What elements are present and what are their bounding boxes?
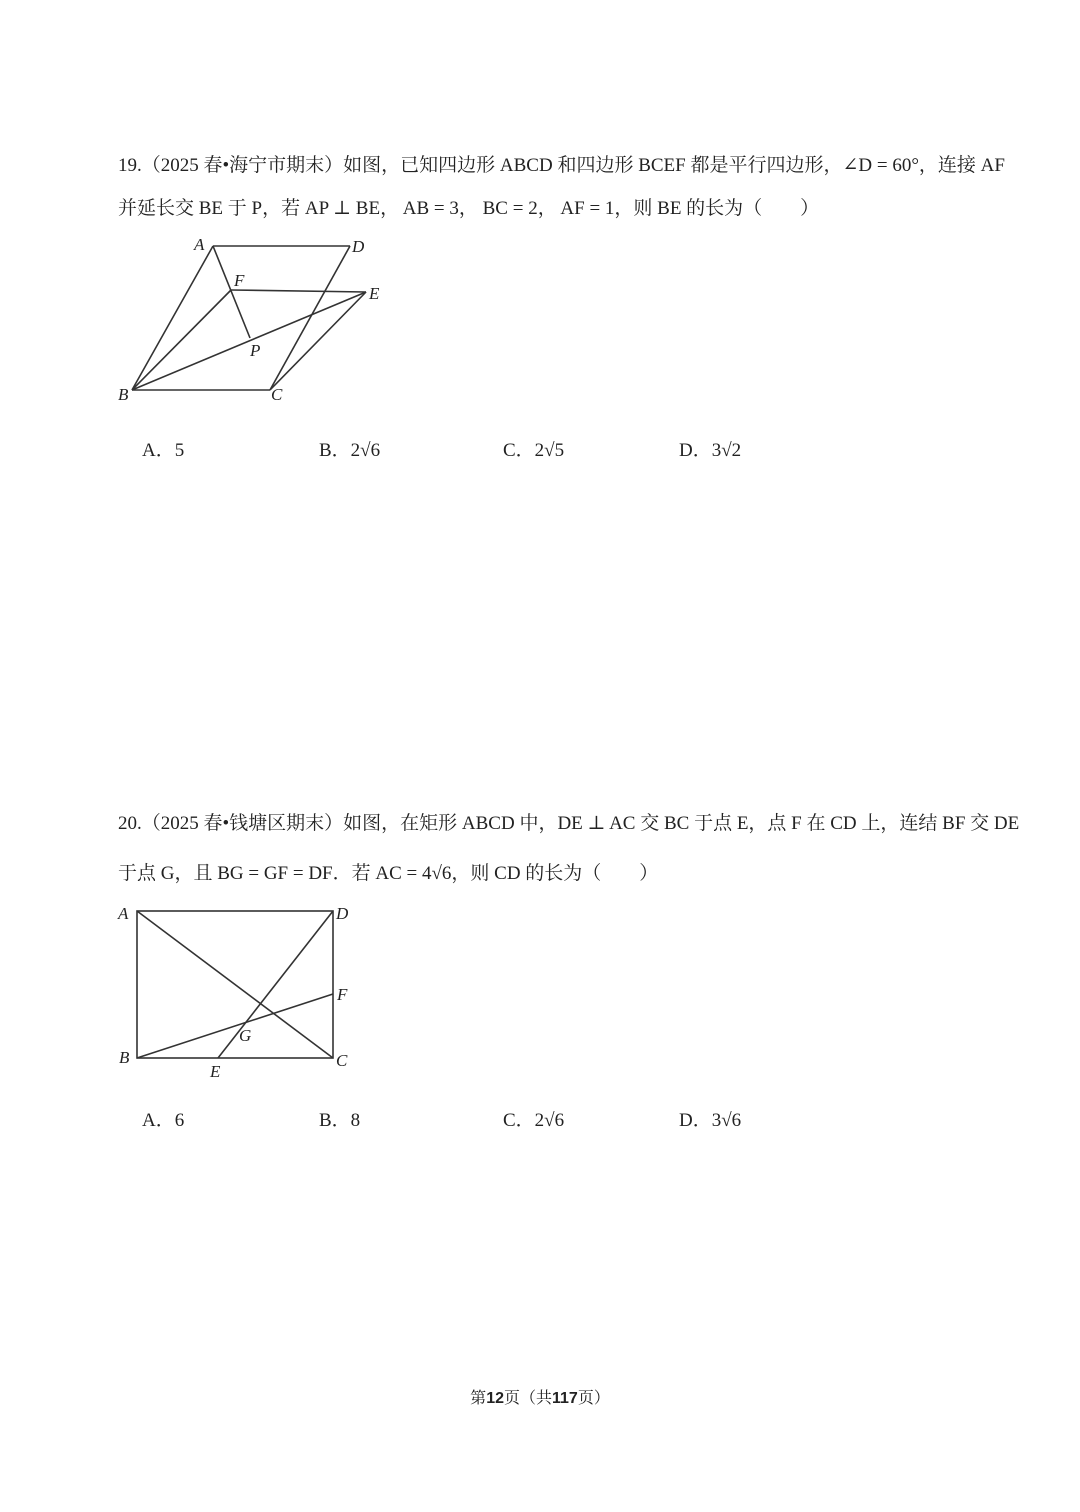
label-B: B (119, 1048, 130, 1067)
label-A: A (194, 235, 205, 254)
label-C: C (271, 385, 283, 404)
q19-line-2: 并延长交 BE 于 P，若 AP ⊥ BE， AB = 3， BC = 2， AF = 1，则 BE 的长为（ ） (118, 198, 820, 219)
label-D: D (336, 904, 349, 923)
q20-option-b[interactable]: B．8 (319, 1110, 361, 1131)
footer-total-pages: 117 (552, 1390, 578, 1407)
label-G: G (239, 1026, 252, 1045)
segment-BF (132, 290, 231, 390)
label-D: D (352, 237, 365, 256)
q20-option-d[interactable]: D．3√6 (679, 1110, 742, 1131)
q20-figure (110, 897, 370, 1087)
q20-option-c[interactable]: C．2√6 (503, 1110, 565, 1131)
page-footer (0, 1385, 1080, 1408)
q19-figure (110, 228, 400, 408)
label-C: C (336, 1051, 348, 1070)
label-B: B (118, 385, 129, 404)
label-E: E (210, 1062, 221, 1081)
footer-mid: 页（共 (503, 1390, 552, 1407)
q20-line-2: 于点 G，且 BG = GF = DF．若 AC = 4√6，则 CD 的长为（ ） (118, 863, 659, 884)
label-F: F (234, 271, 245, 290)
q19-option-b[interactable]: B．2√6 (319, 440, 381, 461)
q19-line-1: 19.（2025 春•海宁市期末）如图，已知四边形 ABCD 和四边形 BCEF 都是平行四边形，∠D = 60°，连接 AF (118, 155, 1005, 176)
q20-line-1: 20.（2025 春•钱塘区期末）如图，在矩形 ABCD 中，DE ⊥ AC 交 BC 于点 E，点 F 在 CD 上，连结 BF 交 DE (118, 813, 1020, 834)
segment-BE (132, 292, 366, 390)
segment-BF (137, 994, 333, 1058)
segment-AP (213, 246, 250, 338)
segment-CD (270, 246, 350, 390)
footer-prefix: 第 (470, 1390, 487, 1407)
label-A: A (118, 904, 129, 923)
q19-option-c[interactable]: C．2√5 (503, 440, 565, 461)
q19-option-a[interactable]: A．5 (142, 440, 185, 461)
q19-option-d[interactable]: D．3√2 (679, 440, 742, 461)
label-P: P (250, 341, 261, 360)
footer-suffix: 页） (577, 1390, 610, 1407)
q20-option-a[interactable]: A．6 (142, 1110, 185, 1131)
segment-AB (132, 246, 213, 390)
footer-page-number: 12 (486, 1390, 504, 1407)
label-F: F (337, 985, 348, 1004)
segment-FE (231, 290, 366, 292)
segment-CE (270, 292, 366, 390)
label-E: E (369, 284, 380, 303)
